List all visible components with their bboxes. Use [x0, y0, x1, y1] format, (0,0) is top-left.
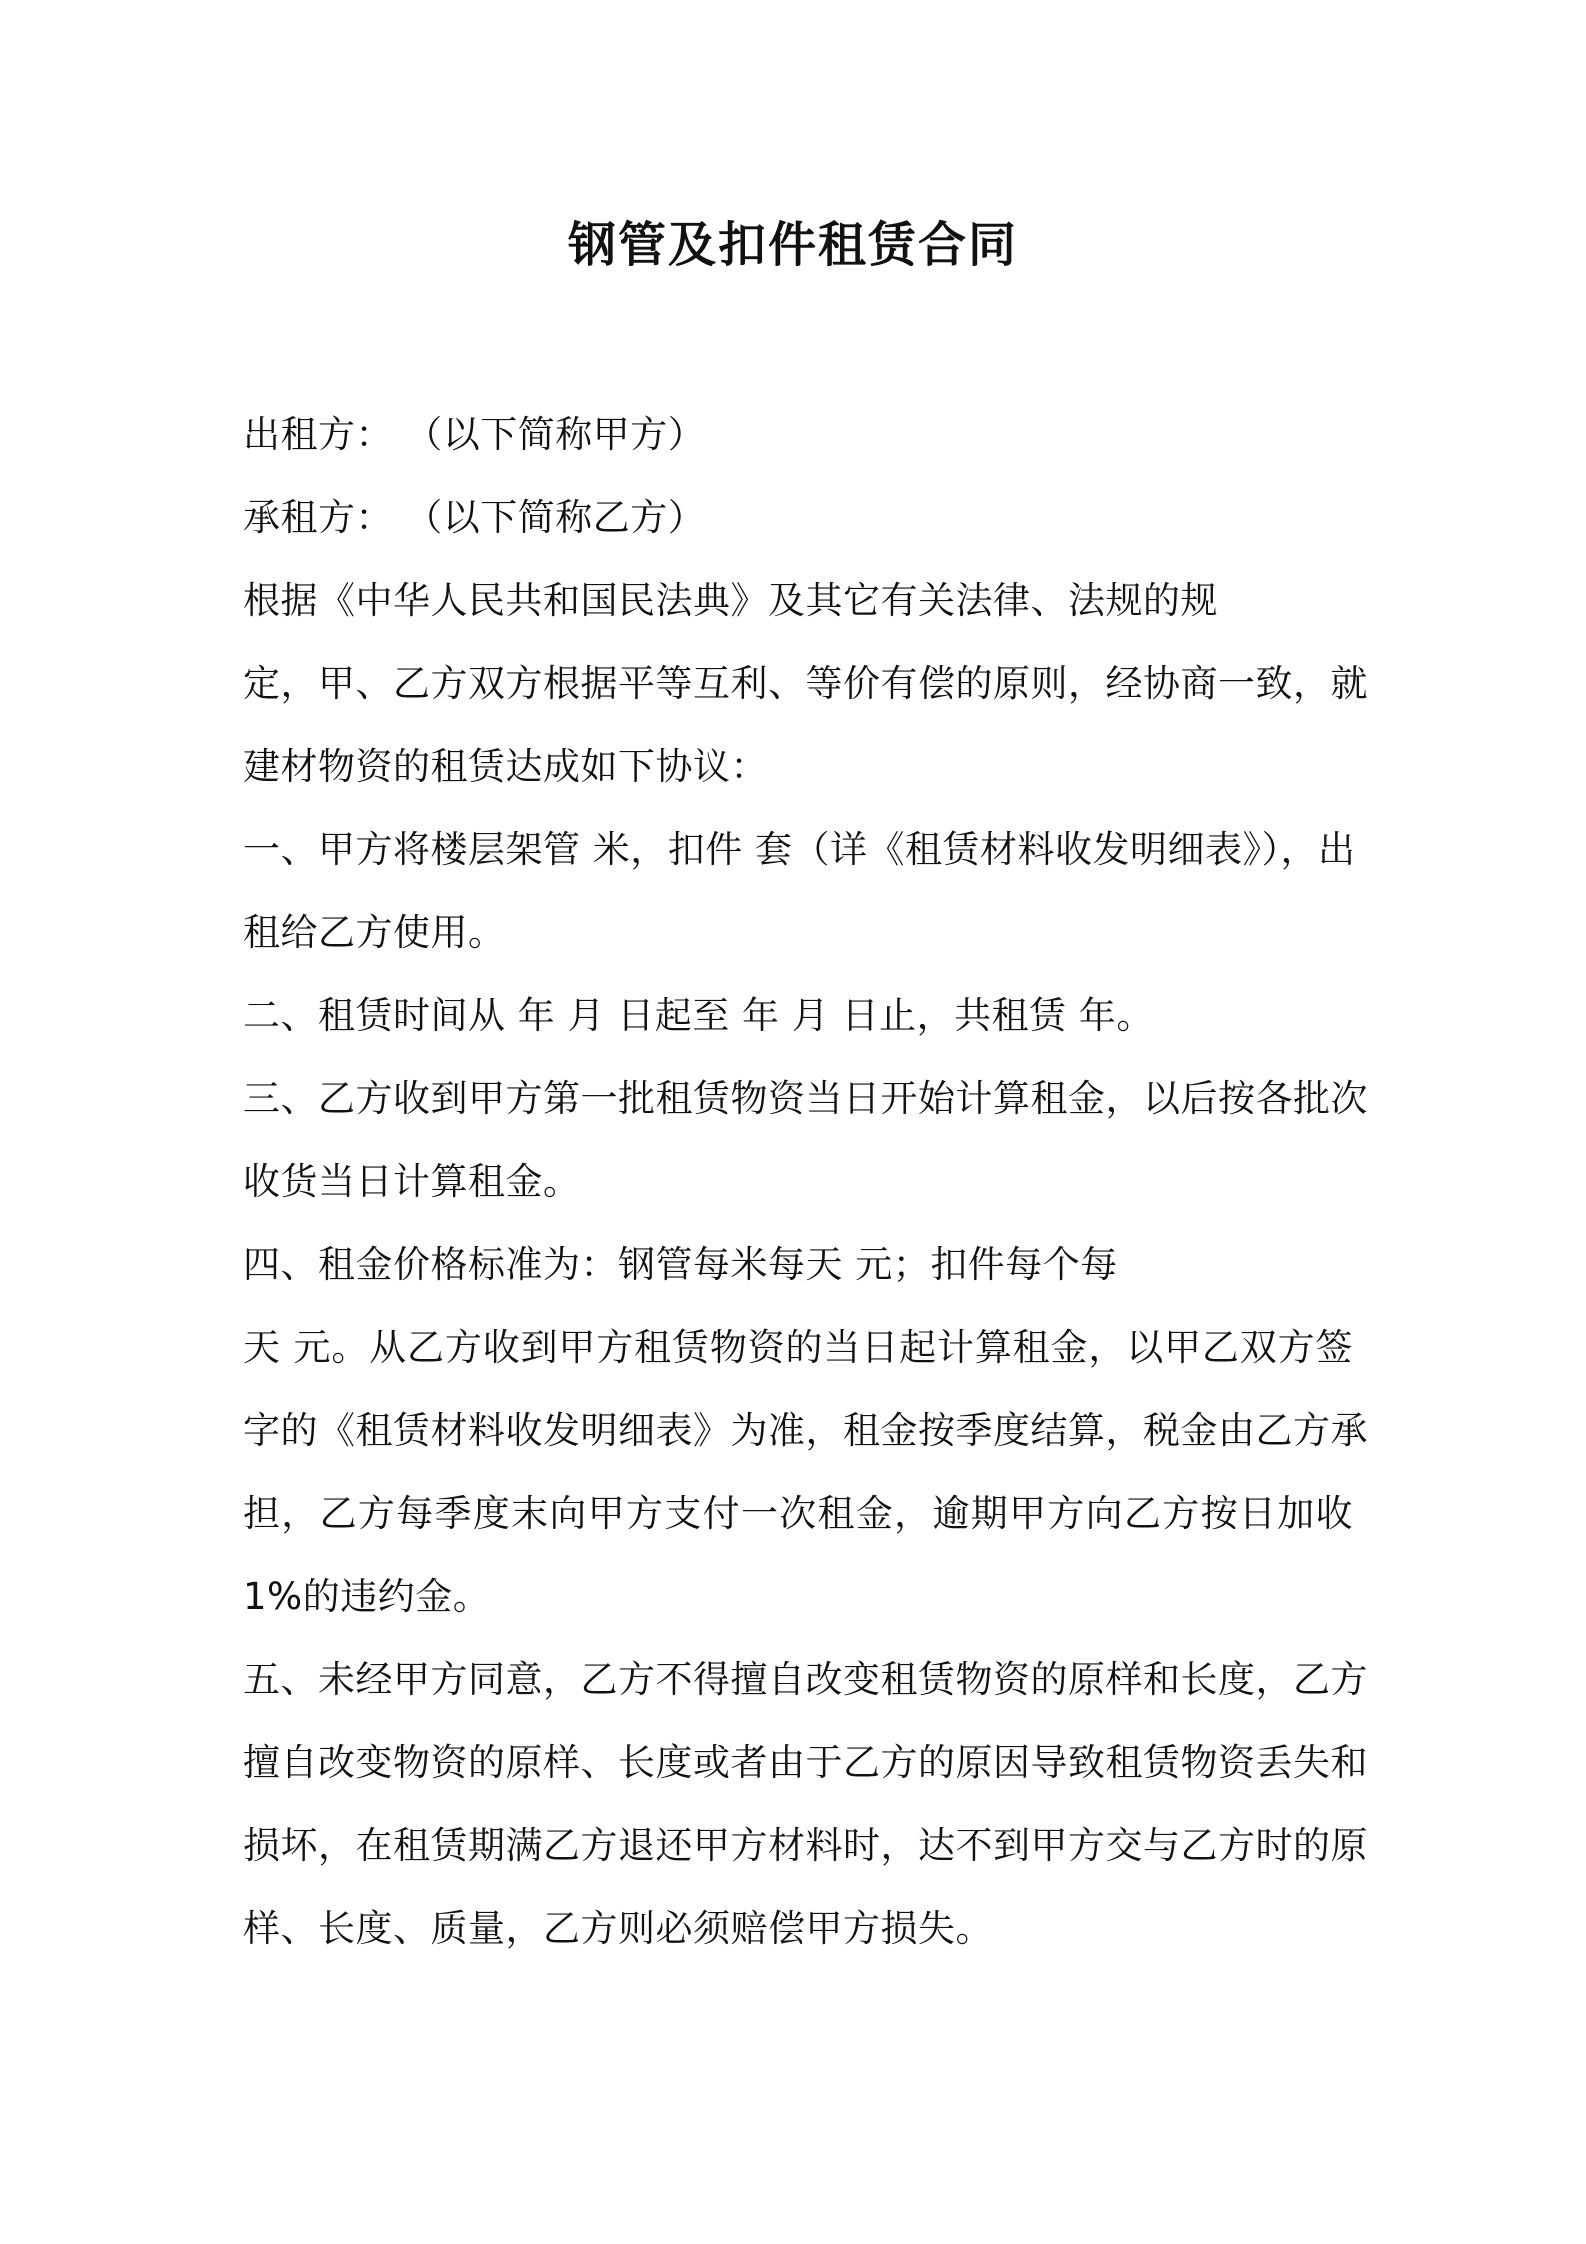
clause-5-line-4: 样、长度、质量，乙方则必须赔偿甲方损失。: [243, 1907, 993, 1950]
clause-5-line-2: 擅自改变物资的原样、长度或者由于乙方的原因导致租赁物资丢失和: [243, 1741, 1368, 1784]
clause-3-line-2: 收货当日计算租金。: [243, 1160, 581, 1203]
clause-4-line-4: 担，乙方每季度末向甲方支付一次租金，逾期甲方向乙方按日加收: [243, 1492, 1353, 1535]
preamble-line-3: 建材物资的租赁达成如下协议：: [243, 745, 768, 788]
clause-5-line-1: 五、未经甲方同意，乙方不得擅自改变租赁物资的原样和长度，乙方: [243, 1658, 1368, 1701]
document-title: 钢管及扣件租赁合同: [567, 217, 1018, 273]
clause-4-line-3: 字的《租赁材料收发明细表》为准，租金按季度结算，税金由乙方承: [243, 1409, 1368, 1452]
clause-4-line-5: 1%的违约金。: [243, 1575, 491, 1618]
lessee-line: 承租方： （以下简称乙方）: [243, 496, 706, 539]
clause-1-line-2: 租给乙方使用。: [243, 911, 506, 954]
clause-3-line-1: 三、乙方收到甲方第一批租赁物资当日开始计算租金，以后按各批次: [243, 1077, 1368, 1120]
clause-5-line-3: 损坏，在租赁期满乙方退还甲方材料时，达不到甲方交与乙方时的原: [243, 1824, 1368, 1867]
preamble-line-2: 定，甲、乙方双方根据平等互利、等价有偿的原则，经协商一致，就: [243, 662, 1368, 705]
clause-1-line-1: 一、甲方将楼层架管 米，扣件 套（详《租赁材料收发明细表》），出: [243, 828, 1356, 871]
preamble-line-1: 根据《中华人民共和国民法典》及其它有关法律、法规的规: [243, 579, 1218, 622]
clause-4-line-2: 天 元。从乙方收到甲方租赁物资的当日起计算租金，以甲乙双方签: [243, 1326, 1353, 1369]
clause-4-line-1: 四、租金价格标准为：钢管每米每天 元；扣件每个每: [243, 1243, 1118, 1286]
lessor-line: 出租方： （以下简称甲方）: [243, 413, 706, 456]
clause-2-line-1: 二、租赁时间从 年 月 日起至 年 月 日止，共租赁 年。: [243, 994, 1154, 1037]
